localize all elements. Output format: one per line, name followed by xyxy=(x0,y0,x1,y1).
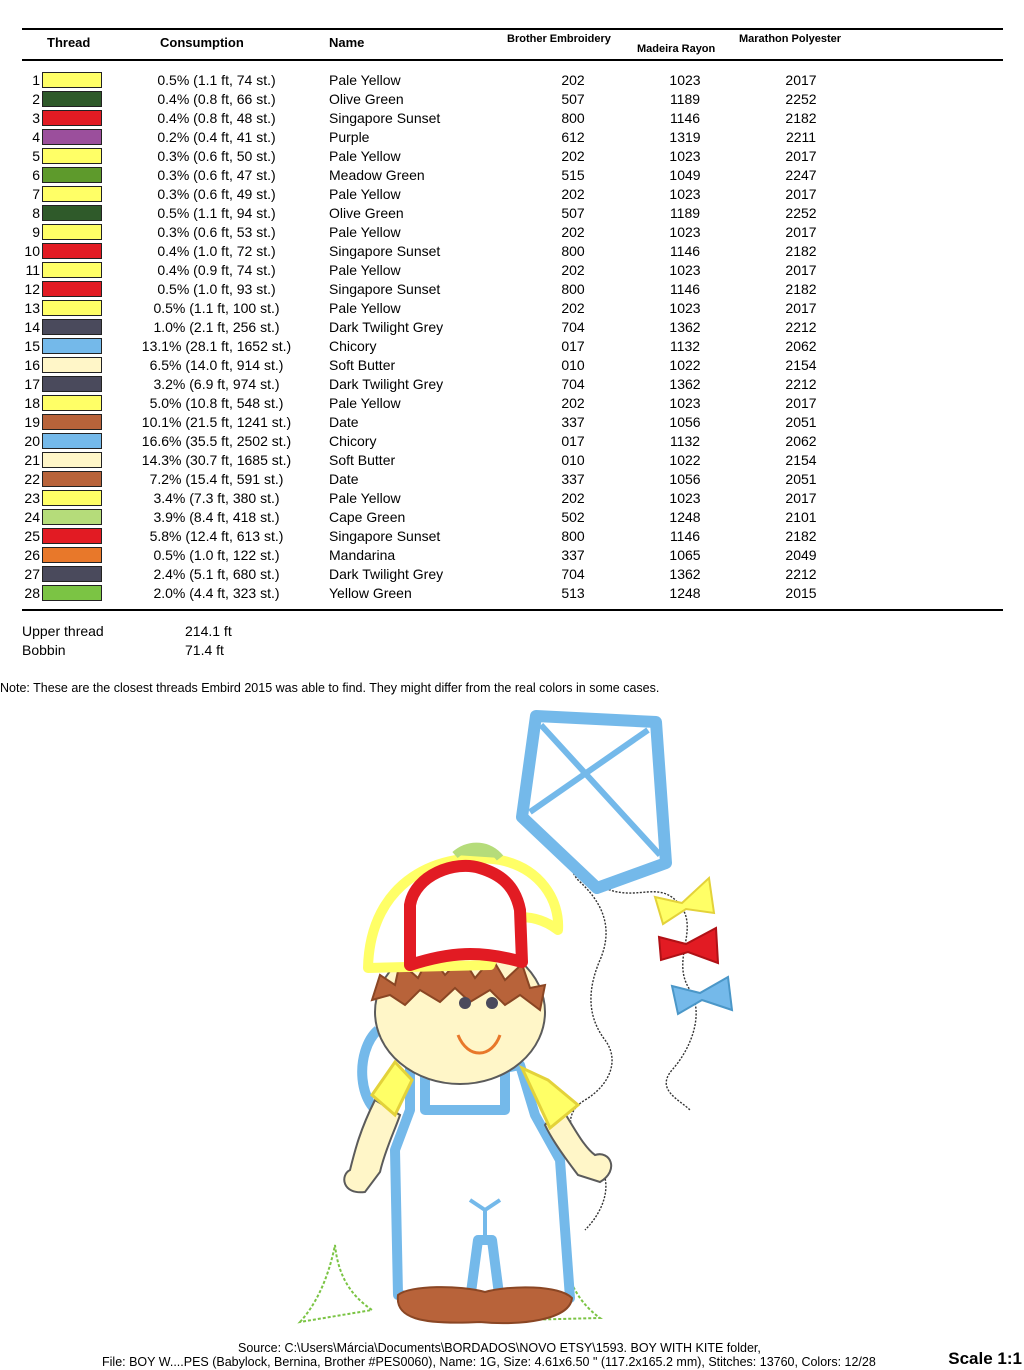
thread-name: Pale Yellow xyxy=(329,395,401,411)
thread-number: 3 xyxy=(32,110,40,126)
thread-color-swatch xyxy=(42,129,102,145)
table-row xyxy=(0,337,1024,356)
table-row xyxy=(0,413,1024,432)
thread-color-swatch xyxy=(42,490,102,506)
thread-number: 7 xyxy=(32,186,40,202)
thread-color-swatch xyxy=(42,262,102,278)
table-row xyxy=(0,261,1024,280)
thread-madeira-code: 1132 xyxy=(669,433,701,449)
header-marathon: Marathon Polyester xyxy=(739,33,842,45)
thread-number: 16 xyxy=(24,357,40,373)
thread-name: Singapore Sunset xyxy=(329,110,441,126)
thread-name: Purple xyxy=(329,129,370,145)
thread-number: 8 xyxy=(32,205,40,221)
thread-marathon-code: 2252 xyxy=(785,91,817,107)
thread-consumption: 3.2% (6.9 ft, 974 st.) xyxy=(153,376,280,392)
thread-madeira-code: 1248 xyxy=(669,585,701,601)
thread-consumption: 0.5% (1.1 ft, 100 st.) xyxy=(153,300,280,316)
thread-number: 22 xyxy=(24,471,40,487)
table-row xyxy=(0,489,1024,508)
thread-madeira-code: 1056 xyxy=(669,471,701,487)
table-row xyxy=(0,90,1024,109)
thread-brother-code: 507 xyxy=(561,91,585,107)
thread-consumption: 5.8% (12.4 ft, 613 st.) xyxy=(149,528,284,544)
thread-number: 5 xyxy=(32,148,40,164)
thread-madeira-code: 1362 xyxy=(669,566,701,582)
table-row xyxy=(0,356,1024,375)
thread-madeira-code: 1022 xyxy=(669,357,701,373)
thread-color-swatch xyxy=(42,243,102,259)
bow-blue xyxy=(672,977,732,1014)
thread-consumption: 0.3% (0.6 ft, 47 st.) xyxy=(157,167,276,183)
thread-consumption: 1.0% (2.1 ft, 256 st.) xyxy=(153,319,280,335)
thread-brother-code: 202 xyxy=(561,262,585,278)
upper-thread-value: 214.1 ft xyxy=(185,623,232,639)
thread-name: Soft Butter xyxy=(329,357,396,373)
footer-source: Source: C:\Users\Márcia\Documents\BORDADOS\NOVO ETSY\1593. BOY WITH KITE folder, xyxy=(238,1341,761,1355)
thread-brother-code: 800 xyxy=(561,110,585,126)
bow-yellow xyxy=(655,878,714,924)
thread-color-swatch xyxy=(42,224,102,240)
thread-marathon-code: 2212 xyxy=(785,566,817,582)
thread-note: Note: These are the closest threads Embird 2015 was able to find. They might differ from the real colors in some cases. xyxy=(0,681,660,695)
thread-brother-code: 202 xyxy=(561,186,585,202)
thread-marathon-code: 2049 xyxy=(785,547,817,563)
thread-brother-code: 800 xyxy=(561,528,585,544)
thread-name: Pale Yellow xyxy=(329,262,401,278)
thread-name: Meadow Green xyxy=(329,167,425,183)
table-row xyxy=(0,565,1024,584)
table-row xyxy=(0,280,1024,299)
thread-number: 9 xyxy=(32,224,40,240)
thread-name: Yellow Green xyxy=(329,585,412,601)
thread-number: 23 xyxy=(24,490,40,506)
thread-number: 19 xyxy=(24,414,40,430)
table-row xyxy=(0,204,1024,223)
thread-name: Date xyxy=(329,414,359,430)
thread-name: Mandarina xyxy=(329,547,396,563)
thread-brother-code: 202 xyxy=(561,72,585,88)
thread-name: Singapore Sunset xyxy=(329,243,441,259)
thread-name: Pale Yellow xyxy=(329,148,401,164)
thread-name: Chicory xyxy=(329,433,377,449)
table-row xyxy=(0,432,1024,451)
thread-number: 13 xyxy=(24,300,40,316)
thread-color-swatch xyxy=(42,186,102,202)
thread-number: 17 xyxy=(24,376,40,392)
table-row xyxy=(0,109,1024,128)
thread-brother-code: 502 xyxy=(561,509,585,525)
thread-consumption: 2.0% (4.4 ft, 323 st.) xyxy=(153,585,280,601)
table-row xyxy=(0,128,1024,147)
thread-brother-code: 704 xyxy=(561,319,585,335)
thread-marathon-code: 2211 xyxy=(785,129,817,145)
thread-color-swatch xyxy=(42,338,102,354)
thread-madeira-code: 1189 xyxy=(669,91,701,107)
thread-name: Olive Green xyxy=(329,91,404,107)
thread-brother-code: 017 xyxy=(561,338,585,354)
thread-color-swatch xyxy=(42,319,102,335)
thread-consumption: 0.2% (0.4 ft, 41 st.) xyxy=(157,129,276,145)
cap-front xyxy=(410,866,522,965)
bobbin-label: Bobbin xyxy=(22,642,66,658)
thread-consumption: 14.3% (30.7 ft, 1685 st.) xyxy=(141,452,292,468)
thread-madeira-code: 1362 xyxy=(669,376,701,392)
thread-name: Pale Yellow xyxy=(329,72,401,88)
thread-consumption: 0.3% (0.6 ft, 50 st.) xyxy=(157,148,276,164)
eye-right xyxy=(486,997,498,1009)
thread-madeira-code: 1146 xyxy=(669,281,701,297)
thread-brother-code: 010 xyxy=(561,452,585,468)
thread-consumption: 5.0% (10.8 ft, 548 st.) xyxy=(149,395,284,411)
thread-brother-code: 337 xyxy=(561,547,585,563)
thread-marathon-code: 2017 xyxy=(785,395,817,411)
thread-name: Pale Yellow xyxy=(329,224,401,240)
thread-brother-code: 202 xyxy=(561,300,585,316)
thread-madeira-code: 1056 xyxy=(669,414,701,430)
thread-consumption: 0.3% (0.6 ft, 53 st.) xyxy=(157,224,276,240)
thread-marathon-code: 2062 xyxy=(785,433,817,449)
thread-madeira-code: 1065 xyxy=(669,547,701,563)
thread-marathon-code: 2182 xyxy=(785,281,817,297)
thread-consumption: 3.9% (8.4 ft, 418 st.) xyxy=(153,509,280,525)
table-row xyxy=(0,299,1024,318)
thread-number: 14 xyxy=(24,319,40,335)
table-row xyxy=(0,242,1024,261)
thread-brother-code: 202 xyxy=(561,148,585,164)
table-row xyxy=(0,147,1024,166)
scale-label: Scale 1:1 xyxy=(948,1349,1022,1368)
thread-name: Pale Yellow xyxy=(329,186,401,202)
thread-marathon-code: 2182 xyxy=(785,528,817,544)
thread-color-swatch xyxy=(42,433,102,449)
table-row xyxy=(0,318,1024,337)
table-top-rule xyxy=(22,28,1003,30)
thread-madeira-code: 1146 xyxy=(669,110,701,126)
thread-brother-code: 202 xyxy=(561,395,585,411)
thread-brother-code: 507 xyxy=(561,205,585,221)
thread-brother-code: 337 xyxy=(561,471,585,487)
thread-name: Olive Green xyxy=(329,205,404,221)
thread-marathon-code: 2017 xyxy=(785,300,817,316)
thread-number: 4 xyxy=(32,129,40,145)
thread-marathon-code: 2212 xyxy=(785,319,817,335)
table-row xyxy=(0,375,1024,394)
thread-madeira-code: 1146 xyxy=(669,528,701,544)
thread-marathon-code: 2182 xyxy=(785,243,817,259)
thread-brother-code: 800 xyxy=(561,281,585,297)
upper-thread-label: Upper thread xyxy=(22,623,104,639)
thread-number: 25 xyxy=(24,528,40,544)
thread-name: Pale Yellow xyxy=(329,490,401,506)
table-row xyxy=(0,223,1024,242)
thread-madeira-code: 1248 xyxy=(669,509,701,525)
thread-name: Dark Twilight Grey xyxy=(329,566,444,582)
thread-marathon-code: 2017 xyxy=(785,186,817,202)
thread-color-swatch xyxy=(42,547,102,563)
thread-color-swatch xyxy=(42,452,102,468)
thread-color-swatch xyxy=(42,167,102,183)
thread-madeira-code: 1023 xyxy=(669,148,701,164)
thread-marathon-code: 2154 xyxy=(785,452,817,468)
thread-name: Chicory xyxy=(329,338,377,354)
thread-brother-code: 010 xyxy=(561,357,585,373)
thread-madeira-code: 1023 xyxy=(669,395,701,411)
thread-color-swatch xyxy=(42,585,102,601)
header-consumption: Consumption xyxy=(160,35,244,50)
thread-color-swatch xyxy=(42,205,102,221)
thread-number: 21 xyxy=(24,452,40,468)
thread-consumption: 3.4% (7.3 ft, 380 st.) xyxy=(153,490,280,506)
thread-name: Dark Twilight Grey xyxy=(329,319,444,335)
table-row xyxy=(0,185,1024,204)
thread-name: Dark Twilight Grey xyxy=(329,376,444,392)
thread-number: 28 xyxy=(24,585,40,601)
thread-consumption: 10.1% (21.5 ft, 1241 st.) xyxy=(141,414,292,430)
thread-name: Soft Butter xyxy=(329,452,396,468)
thread-brother-code: 704 xyxy=(561,376,585,392)
thread-marathon-code: 2247 xyxy=(785,167,817,183)
thread-color-swatch xyxy=(42,72,102,88)
thread-consumption: 0.5% (1.1 ft, 94 st.) xyxy=(157,205,276,221)
thread-color-swatch xyxy=(42,110,102,126)
table-row xyxy=(0,470,1024,489)
thread-brother-code: 202 xyxy=(561,224,585,240)
thread-number: 15 xyxy=(24,338,40,354)
thread-madeira-code: 1023 xyxy=(669,490,701,506)
thread-consumption: 0.5% (1.0 ft, 122 st.) xyxy=(153,547,280,563)
table-row xyxy=(0,451,1024,470)
thread-marathon-code: 2212 xyxy=(785,376,817,392)
thread-name: Singapore Sunset xyxy=(329,281,441,297)
thread-consumption: 0.3% (0.6 ft, 49 st.) xyxy=(157,186,276,202)
header-thread: Thread xyxy=(47,35,91,50)
thread-madeira-code: 1022 xyxy=(669,452,701,468)
thread-madeira-code: 1023 xyxy=(669,262,701,278)
thread-marathon-code: 2017 xyxy=(785,262,817,278)
thread-number: 2 xyxy=(32,91,40,107)
thread-brother-code: 612 xyxy=(561,129,585,145)
header-bottom-rule xyxy=(22,59,1003,61)
thread-color-swatch xyxy=(42,509,102,525)
thread-number: 18 xyxy=(24,395,40,411)
thread-name: Date xyxy=(329,471,359,487)
thread-number: 10 xyxy=(24,243,40,259)
table-bottom-rule xyxy=(22,609,1003,611)
thread-consumption: 0.4% (0.8 ft, 48 st.) xyxy=(157,110,276,126)
thread-color-swatch xyxy=(42,528,102,544)
thread-madeira-code: 1049 xyxy=(669,167,701,183)
thread-madeira-code: 1023 xyxy=(669,224,701,240)
eye-left xyxy=(459,997,471,1009)
thread-number: 1 xyxy=(32,72,40,88)
thread-color-swatch xyxy=(42,300,102,316)
thread-number: 27 xyxy=(24,566,40,582)
thread-consumption: 0.5% (1.1 ft, 74 st.) xyxy=(157,72,276,88)
thread-consumption: 16.6% (35.5 ft, 2502 st.) xyxy=(141,433,292,449)
thread-name: Cape Green xyxy=(329,509,406,525)
thread-number: 26 xyxy=(24,547,40,563)
thread-number: 12 xyxy=(24,281,40,297)
thread-color-swatch xyxy=(42,148,102,164)
thread-color-swatch xyxy=(42,376,102,392)
table-row xyxy=(0,394,1024,413)
thread-color-swatch xyxy=(42,395,102,411)
thread-color-swatch xyxy=(42,91,102,107)
thread-consumption: 2.4% (5.1 ft, 680 st.) xyxy=(153,566,280,582)
thread-brother-code: 513 xyxy=(561,585,585,601)
thread-consumption: 6.5% (14.0 ft, 914 st.) xyxy=(149,357,284,373)
thread-brother-code: 515 xyxy=(561,167,585,183)
thread-brother-code: 017 xyxy=(561,433,585,449)
header-madeira: Madeira Rayon xyxy=(637,43,716,55)
thread-madeira-code: 1362 xyxy=(669,319,701,335)
thread-madeira-code: 1319 xyxy=(669,129,701,145)
table-row xyxy=(0,71,1024,90)
table-row xyxy=(0,546,1024,565)
thread-madeira-code: 1023 xyxy=(669,186,701,202)
thread-madeira-code: 1023 xyxy=(669,72,701,88)
table-row xyxy=(0,584,1024,603)
thread-marathon-code: 2051 xyxy=(785,471,817,487)
thread-color-swatch xyxy=(42,414,102,430)
thread-marathon-code: 2017 xyxy=(785,490,817,506)
thread-marathon-code: 2017 xyxy=(785,148,817,164)
thread-number: 6 xyxy=(32,167,40,183)
thread-number: 20 xyxy=(24,433,40,449)
header-name: Name xyxy=(329,35,365,50)
thread-madeira-code: 1189 xyxy=(669,205,701,221)
thread-color-swatch xyxy=(42,566,102,582)
thread-consumption: 13.1% (28.1 ft, 1652 st.) xyxy=(141,338,292,354)
thread-consumption: 0.4% (1.0 ft, 72 st.) xyxy=(157,243,276,259)
thread-brother-code: 202 xyxy=(561,490,585,506)
footer-file: File: BOY W....PES (Babylock, Bernina, Brother #PES0060), Name: 1G, Size: 4.61x6.50 " (117.2x165.2 mm), Stitches: 13760, Colors: 12/28 xyxy=(102,1355,876,1369)
thread-name: Pale Yellow xyxy=(329,300,401,316)
thread-madeira-code: 1146 xyxy=(669,243,701,259)
thread-color-swatch xyxy=(42,471,102,487)
thread-color-swatch xyxy=(42,357,102,373)
thread-madeira-code: 1023 xyxy=(669,300,701,316)
thread-consumption: 7.2% (15.4 ft, 591 st.) xyxy=(149,471,284,487)
thread-consumption: 0.4% (0.8 ft, 66 st.) xyxy=(157,91,276,107)
thread-marathon-code: 2017 xyxy=(785,224,817,240)
thread-marathon-code: 2017 xyxy=(785,72,817,88)
table-row xyxy=(0,527,1024,546)
header-brother: Brother Embroidery xyxy=(507,33,611,45)
shoes xyxy=(398,1287,572,1323)
thread-marathon-code: 2101 xyxy=(785,509,817,525)
table-row xyxy=(0,508,1024,527)
thread-brother-code: 704 xyxy=(561,566,585,582)
thread-marathon-code: 2062 xyxy=(785,338,817,354)
thread-marathon-code: 2252 xyxy=(785,205,817,221)
thread-number: 11 xyxy=(25,262,40,278)
embroidery-design-preview xyxy=(0,700,1024,1340)
thread-marathon-code: 2051 xyxy=(785,414,817,430)
bobbin-value: 71.4 ft xyxy=(185,642,224,658)
thread-consumption: 0.4% (0.9 ft, 74 st.) xyxy=(157,262,276,278)
thread-color-swatch xyxy=(42,281,102,297)
bow-red xyxy=(659,928,718,963)
thread-madeira-code: 1132 xyxy=(669,338,701,354)
table-row xyxy=(0,166,1024,185)
thread-marathon-code: 2015 xyxy=(785,585,817,601)
thread-consumption: 0.5% (1.0 ft, 93 st.) xyxy=(157,281,276,297)
thread-brother-code: 337 xyxy=(561,414,585,430)
thread-brother-code: 800 xyxy=(561,243,585,259)
thread-marathon-code: 2182 xyxy=(785,110,817,126)
thread-number: 24 xyxy=(24,509,40,525)
thread-marathon-code: 2154 xyxy=(785,357,817,373)
thread-name: Singapore Sunset xyxy=(329,528,441,544)
